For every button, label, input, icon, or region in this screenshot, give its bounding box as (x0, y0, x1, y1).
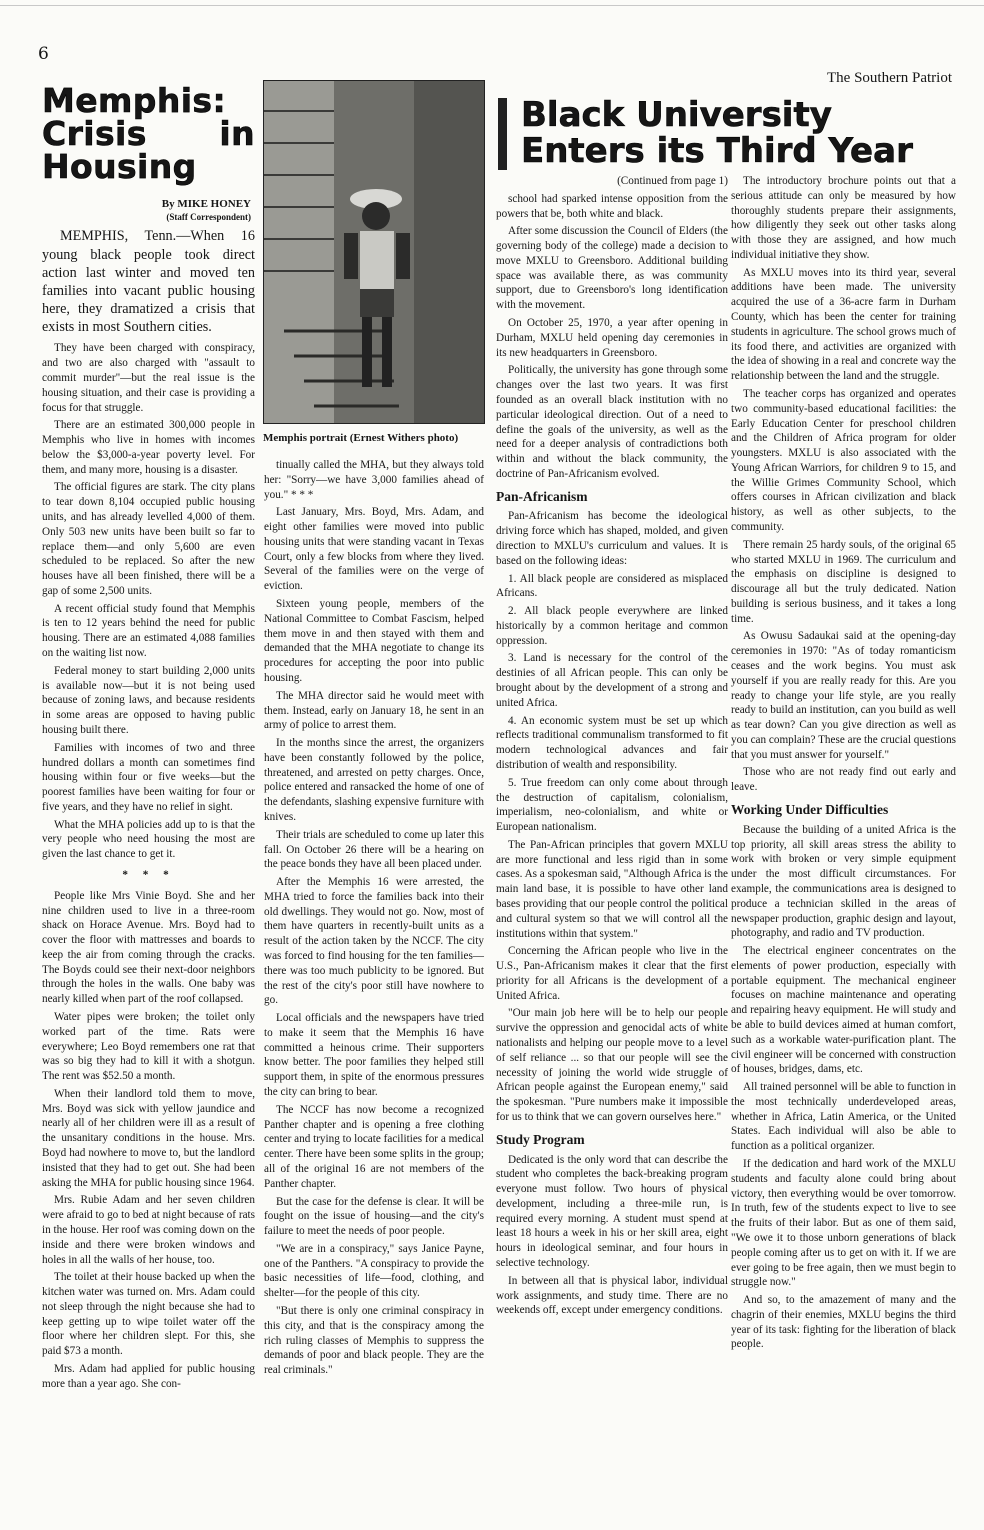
paragraph: All trained personnel will be able to function in the most technically underdeveloped areas, whether in Africa, Latin America, or the United States. Each individual will also be able to function as a political organizer. (731, 1081, 956, 1153)
paragraph: Sixteen young people, members of the National Committee to Combat Fascism, helped them move in and then stayed with them and demanded that the MHA negotiate to change its procedures for accepting the poor into public housing. (264, 598, 484, 684)
continued-note: (Continued from page 1) (617, 175, 728, 187)
paragraph: 4. An economic system must be set up which reflects traditional communalism transformed to fit modern technological advances and fair distribution of wealth and responsibility. (496, 714, 728, 771)
paragraph: MEMPHIS, Tenn.—When 16 young black people took direct action last winter and moved ten families into vacant public housing here, they dramatized a crisis that exists in most Southern cities. (42, 228, 255, 336)
paragraph: The NCCF has now become a recognized Panther chapter and is opening a free clothing center and trying to locate facilities for a medical center. There have been some splits in the group; all of the original 16 are not members of the Panther chapter. (264, 1103, 484, 1190)
paragraph: 1. All black people are considered as misplaced Africans. (496, 572, 728, 600)
paragraph: Mrs. Rubie Adam and her seven children were afraid to go to bed at night because of rats in the house. Her roof was coming down on the inside and there were broken windows and holes in all the walls of her house, too. (42, 1194, 255, 1266)
byline (42, 197, 251, 223)
masthead: The Southern Patriot (827, 70, 952, 86)
paragraph: Because the building of a united Africa is the top priority, all skill areas stress the ability to work with broken or very simple equipment under the most difficult circumstances. For example, the communications area is designed to produce a technician skilled in the areas of newspaper production, graphic design and layout, photography, and radio and TV production. (731, 823, 956, 940)
paragraph: Water pipes were broken; the toilet only worked part of the time. Rats were everywhere; Leo Boyd remembers one rat that was so big they had to kill it with a shotgun. The rent was $52.50 a month. (42, 1011, 255, 1083)
memphis-portrait-photo (263, 80, 485, 424)
paragraph: Pan-Africanism has become the ideological driving force which has shaped, molded, and given direction to MXLU's curriculum and values. It is based on the following ideas: (496, 510, 728, 567)
paragraph: Those who are not ready find out early and leave. (731, 766, 956, 794)
paragraph: Politically, the university has gone through some changes over the last two years. It was first founded as an overall black institution with no particular ideological direction. Out of a need to define the goals of the university, as well as the need for a deeper analysis of contradictions both within and without the black community, the doctrine of Pan-Africanism evolved. (496, 364, 728, 480)
paragraph: There are an estimated 300,000 people in Memphis who live in homes with incomes below the $3,000-a-year poverty level. For them, and many more, housing is a disaster. (42, 419, 255, 476)
article1-column1-body (42, 227, 255, 1391)
article2-column1 (496, 174, 728, 1321)
paragraph: 3. Land is necessary for the control of the destinies of all African people. This can only be brought about by the development of a strong and united Africa. (496, 652, 728, 709)
paragraph: The electrical engineer concentrates on the elements of power production, especially with portable equipment. The mechanical engineer focuses on machine maintenance and operating and repairing heavy equipment. He will study and be able to build devices aimed at human comfort, such as a workable water-purification plant. The civil engineer will be concerned with construction of houses, bridges, dams, etc. (731, 945, 956, 1076)
paragraph: Local officials and the newspapers have tried to make it seem that the Memphis 16 have committed a heinous crime. Their supporters know better. The poor families they helped still support them, in spite of the enormous pressures the city can bring to bear. (264, 1012, 484, 1099)
paragraph: As Owusu Sadaukai said at the opening-day ceremonies in 1970: "As of today romanticism ceases and the work begins. You must ask yourself if you are really ready for this. Are you ready to change your life style, are you really ready to build an institution, can you build as well as tear down? Can you give direction as well as you can complain? These are the crucial questions that you must answer for yourself." (731, 630, 957, 761)
paragraph: Their trials are scheduled to come up later this fall. On October 26 there will be a hearing on the peace bonds they have all been placed under. (264, 828, 484, 871)
paragraph: Last January, Mrs. Boyd, Mrs. Adam, and eight other families were moved into public housing units that were standing vacant in Texas Court, only a few blocks from where they lived. Several of the families were on the verge of eviction. (264, 506, 484, 593)
paragraph: There remain 25 hardy souls, of the original 65 who started MXLU in 1969. The curriculum and the emphasis on discipline is designed to discourage all but the truly dedicated. Nation building is serious business, and it takes a long time. (731, 538, 956, 625)
paragraph: After some discussion the Council of Elders (the governing body of the college) made a decision to move MXLU to Greensboro. Additional building space was available there, as was community support, due to Greensboro's long identification with the movement. (496, 225, 728, 312)
paragraph: But the case for the defense is clear. It will be fought on the issue of housing—and the city's failure to meet the needs of poor people. (264, 1195, 484, 1238)
paragraph: "We are in a conspiracy," says Janice Payne, one of the Panthers. "A conspiracy to provide the basic necessities of life—food, clothing, and shelter—for the people of this city. (264, 1242, 484, 1300)
section-heading: Working Under Difficulties (731, 802, 889, 818)
paragraph: What the MHA policies add up to is that the very people who need housing the most are given the last chance to get it. (42, 818, 255, 861)
paragraph: In the months since the arrest, the organizers have been constantly followed by the police, threatened, and arrested on petty charges. Once, police entered and ransacked the home of one of the defendants, slashing expensive furniture with knives. (264, 737, 484, 823)
article2-title-line2: Enters its Third Year (521, 130, 913, 171)
article2-title-line1: Black University (521, 95, 832, 135)
paragraph: 5. True freedom can only come about through the destruction of capitalism, colonialism, imperialism, neo-colonialism, and white or European nationalism. (496, 776, 728, 834)
paragraph: When their landlord told them to move, Mrs. Boyd was sick with yellow jaundice and nearly all of her children were ill as a result of the unsanitary conditions in the house. Mrs. Boyd had nowhere to move to, but the landlord insisted that they had to get out. She had been asking the MHA for public housing since 1964. (42, 1087, 255, 1189)
paragraph: If the dedication and hard work of the MXLU students and faculty alone could bring about victory, then everything would be over tomorrow. In truth, few of the students expect to live to see the fruits of their labor. But as one of them said, "We owe it to those unborn generations of black people coming after us to get on with it. If we are ever going to be free again, then we must begin to struggle now." (731, 1158, 956, 1289)
paragraph: The introductory brochure points out that a serious attitude can only be measured by how thoroughly students prepare their assignments, how diligently they seek out other tasks along with those they are assigned, and how much individual initiative they show. (731, 175, 956, 261)
paragraph: As MXLU moves into its third year, several additions have been made. The university acquired the use of a 36-acre farm in Durham County, which has been the center for training students in agriculture. The school grows much of its food there, and activities are organized with the idea of showing in a real and concrete way the relationship between the land and the struggle. (731, 266, 956, 383)
paragraph: "But there is only one criminal conspiracy in this city, and that is the conspiracy among the rich ruling classes of Memphis to suppress the demands of poor and black people. They are the real criminals." (264, 1304, 484, 1377)
paragraph: The toilet at their house backed up when the kitchen water was turned on. Mrs. Adam could not sleep through the night because she had to keep getting up to wipe toilet water off the floor where her children slept. For this, she paid $73 a month. (42, 1271, 255, 1358)
article2-headline (499, 95, 959, 171)
section-break: * * * (122, 868, 175, 881)
paragraph: After the Memphis 16 were arrested, the MHA tried to force the families back into their old dwellings. They would not go. Now, most of them have quarters in recently-built units as a result of the action taken by the NCCF. The city was forced to find housing for the ten families—there was too much publicity to be ignored. But the rest of the city's poor still have nowhere to go. (264, 876, 484, 1007)
photo-illustration (264, 81, 484, 423)
paragraph: Federal money to start building 2,000 units is available now—but it is not being used because of zoning laws, and because residents in some areas are opposed to having public housing built there. (42, 664, 255, 736)
section-heading: Pan-Africanism (496, 488, 588, 504)
article1-column1 (42, 81, 255, 1395)
headline-left-bar (498, 98, 507, 170)
byline-name: By MIKE HONEY (161, 198, 251, 210)
paragraph: Concerning the African people who live in the U.S., Pan-Africanism makes it clear that the first priority for all Africans is the development of a United Africa. (496, 945, 728, 1002)
paragraph: Mrs. Adam had applied for public housing more than a year ago. She con- (42, 1362, 255, 1390)
paragraph: People like Mrs Vinie Boyd. She and her nine children used to live in a three-room shack on Horace Avenue. Mrs. Boyd had to cover the floor with mattresses and boards to keep the air from coming through the cracks. The Boyds could see their next-door neighbors through the holes in the walls. One baby was nearly killed when part of the roof collapsed. (42, 889, 255, 1006)
paragraph: They have been charged with conspiracy, and two are also charged with "assault to commit murder"—but the real issue is the housing situation, and their case is providing a focus for that struggle. (42, 342, 255, 414)
paragraph: school had sparked intense opposition from the powers that be, both white and black. (496, 192, 728, 220)
paragraph: The Pan-African principles that govern MXLU are more functional and less rigid than in some cases. As a spokesman said, "Although Africa is the main land base, it is possible to have other land bases providing that our people control the political and cultural system so that we will control all the institutions within that system." (496, 838, 729, 940)
paragraph: "Our main job here will be to help our people survive the oppression and genocidal acts of white nationalists and helping our people move to a level of self reliance ... so that our people will see the necessity of joining the world wide struggle of African people against the European enemy," said the spokesman. "Pure numbers make it impossible for us to think that we can govern ourselves here." (496, 1007, 728, 1123)
paragraph: And so, to the amazement of many and the chagrin of their enemies, MXLU begins the third year of its task: fighting for the liberation of black people. (731, 1294, 956, 1351)
paragraph: The teacher corps has organized and operates two community-based educational facilities: the Early Education Center for preschool children and the Children of Africa program for older youngsters. MXLU is also associated with the Young African Warriors, for children 9 to 15, and the Willie Grimes Community School, which offers courses in African civilization and black history, as well as other subjects, to the community. (731, 387, 956, 533)
photo-caption: Memphis portrait (Ernest Withers photo) (263, 432, 459, 444)
paragraph: Families with incomes of two and three hundred dollars a month can sometimes find housing within four or five weeks—but the poorest families have been waiting for four or five years, and they have no relief in sight. (42, 741, 255, 813)
section-heading: Study Program (496, 1131, 585, 1147)
paragraph: On October 25, 1970, a year after opening in Durham, MXLU held opening day ceremonies in its new headquarters in Greensboro. (496, 317, 728, 359)
byline-role: (Staff Correspondent) (166, 211, 251, 222)
paragraph: 2. All black people everywhere are linked historically by a common heritage and common oppression. (496, 605, 728, 647)
page-number: 6 (38, 44, 49, 64)
paragraph: The official figures are stark. The city plans to tear down 8,104 occupied public housing units, and has already levelled 4,000 of them. Only 503 new units have been built so far to replace them—and only 5,600 are even scheduled to be replaced. So after the new houses have all been finished, there will be a gap of some 2,500 units. (42, 481, 255, 597)
article2-column2 (731, 174, 956, 1355)
paragraph: In between all that is physical labor, individual work assignments, and study time. There are no weekends off, except under emergency conditions. (496, 1274, 728, 1317)
top-rule (0, 5, 984, 6)
paragraph: A recent official study found that Memphis is ten to 12 years behind the need for public housing. There are an estimated 4,088 families on the waiting list now. (42, 602, 255, 660)
paragraph: tinually called the MHA, but they always told her: "Sorry—we have 3,000 families ahead of you." * * * (264, 459, 484, 501)
paragraph: Dedicated is the only word that can describe the student who completes the back-breaking program everyone must follow. Two hours of physical development, including a three-mile run, is required every morning. A student must spend at least 18 hours a week in his or her skill area, eight hours in ideological seminar, and four hours in selective technology. (496, 1153, 728, 1269)
paragraph: The MHA director said he would meet with them. Instead, early on January 18, he sent in an army of police to arrest them. (264, 689, 484, 732)
article1-column2 (264, 458, 484, 1381)
article1-title: Memphis: Crisis in Housing (42, 81, 255, 186)
